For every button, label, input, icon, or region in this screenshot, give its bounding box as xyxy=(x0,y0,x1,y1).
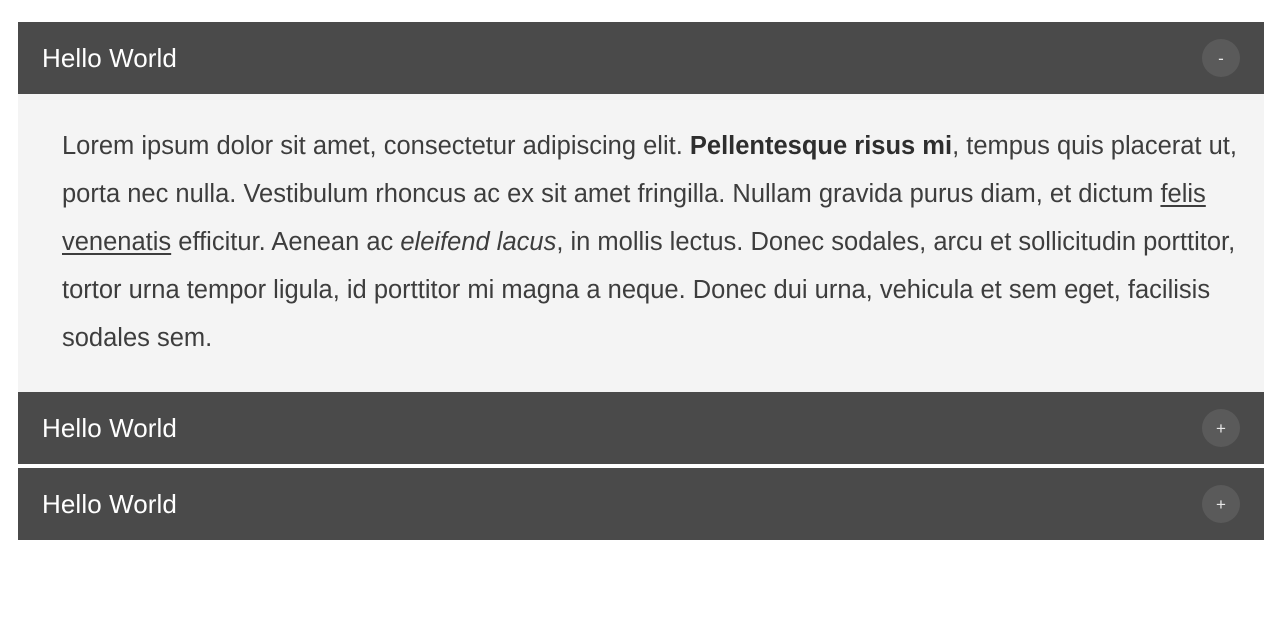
accordion-title-2: Hello World xyxy=(42,413,177,443)
body-bold-segment-1: Pellentesque risus mi xyxy=(689,132,953,160)
collapse-icon[interactable]: - xyxy=(1202,39,1240,77)
accordion xyxy=(18,22,1264,540)
accordion-header-1[interactable] xyxy=(18,22,1264,94)
accordion-body-1 xyxy=(18,94,1264,392)
body-text-segment-1: Lorem ipsum dolor sit amet, consectetur adipiscing elit. xyxy=(62,132,690,160)
body-italic-segment-1: eleifend lacus xyxy=(400,228,557,256)
accordion-title-1: Hello World xyxy=(42,43,177,73)
expand-icon[interactable]: + xyxy=(1202,485,1240,523)
expand-icon[interactable]: + xyxy=(1202,409,1240,447)
body-text-segment-4: , in mollis lectus. Donec sodales, arcu et sollicitudin porttitor, tortor urna tempor ligula, id porttitor mi magna a neque. Donec dui urna, vehicula et sem eget, facilisis sodales sem. xyxy=(62,228,1236,352)
accordion-title-3: Hello World xyxy=(42,489,177,519)
body-text-segment-3: efficitur. Aenean ac xyxy=(171,228,401,256)
accordion-header-2[interactable] xyxy=(18,392,1264,464)
accordion-panel-1 xyxy=(18,22,1264,392)
accordion-header-3[interactable] xyxy=(18,468,1264,540)
body-text-segment-2: , tempus quis placerat ut, porta nec nulla. Vestibulum rhoncus ac ex sit amet fringilla. Nullam gravida purus diam, et dictum xyxy=(62,132,1237,208)
accordion-panel-3 xyxy=(18,468,1264,540)
accordion-body-text-1 xyxy=(62,122,1238,362)
accordion-panel-2 xyxy=(18,392,1264,464)
body-underline-segment-1: felis venenatis xyxy=(62,180,1206,256)
